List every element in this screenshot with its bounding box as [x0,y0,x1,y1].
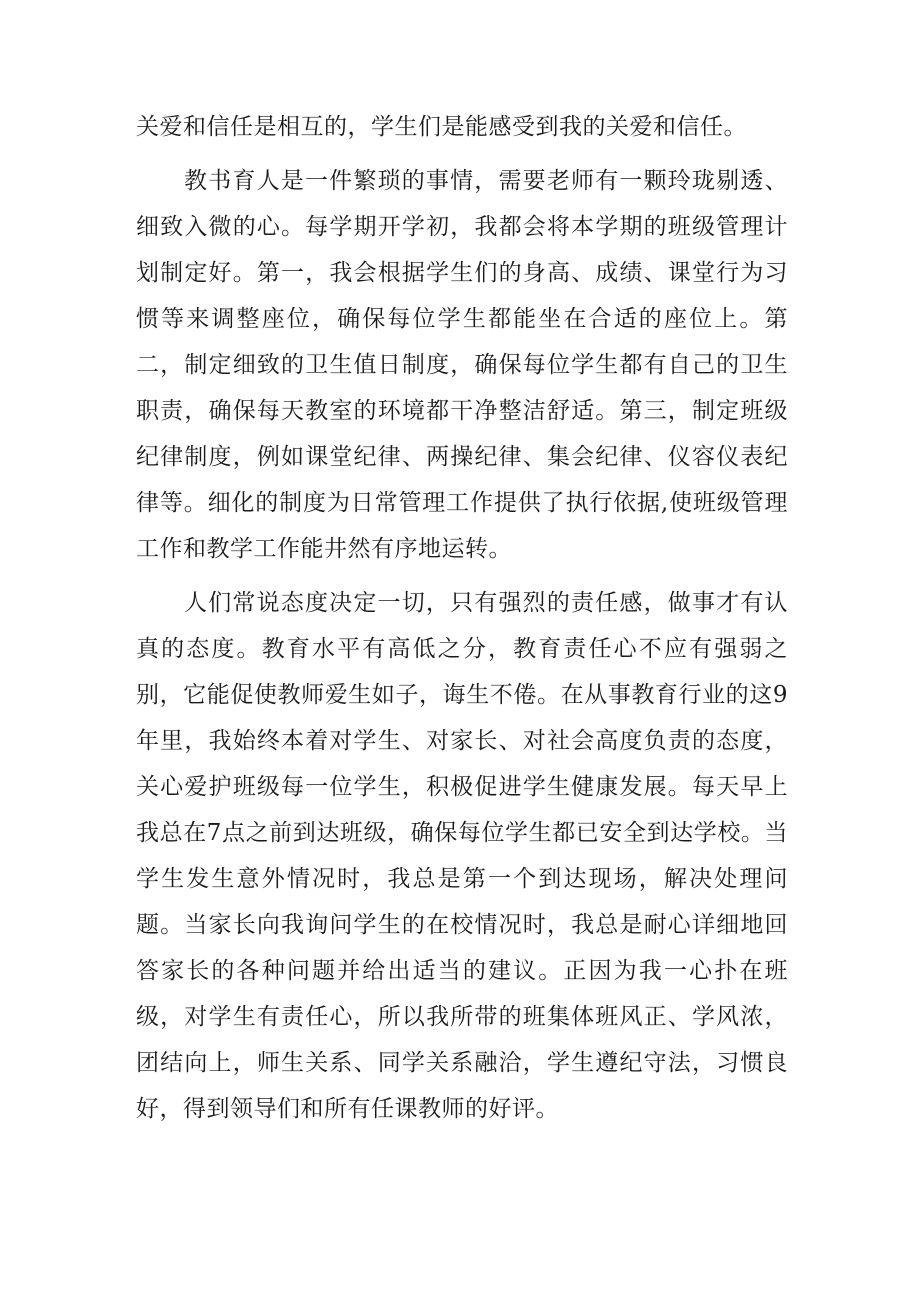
paragraph-1: 关爱和信任是相互的，学生们是能感受到我的关爱和信任。 [136,114,747,140]
paragraph-3: 人们常说态度决定一切，只有强烈的责任感，做事才有认真的态度。教育水平有高低之分，教育责任心不应有强弱之别，它能促使教师爱生如子，诲生不倦。在从事教育行业的这9年里，我始终本着对学生、对家长、对社会高度负责的态度，关心爱护班级每一位学生，积极促进学生健康发展。每天早上我总在7点之前到达班级，确保每位学生都已安全到达学校。当学生发生意外情况时，我总是第一个到达现场，解决处理问题。当家长向我询问学生的在校情况时，我总是耐心详细地回答家长的各种问题并给出适当的建议。正因为我一心扑在班级，对学生有责任心，所以我所带的班集体班风正、学风浓，团结向上，师生关系、同学关系融洽，学生遵纪守法，习惯良好，得到领导们和所有任课教师的好评。 [136,590,788,1122]
paragraph-2: 教书育人是一件繁琐的事情，需要老师有一颗玲珑剔透、细致入微的心。每学期开学初，我都会将本学期的班级管理计划制定好。第一，我会根据学生们的身高、成绩、课堂行为习惯等来调整座位，确保每位学生都能坐在合适的座位上。第二，制定细致的卫生值日制度，确保每位学生都有自己的卫生职责，确保每天教室的环境都干净整洁舒适。第三，制定班级纪律制度，例如课堂纪律、两操纪律、集会纪律、仪容仪表纪律等。细化的制度为日常管理工作提供了执行依据,使班级管理工作和教学工作能井然有序地运转。 [136,168,788,562]
document-body [136,104,788,1132]
paragraph-spacer [136,150,788,158]
paragraph-spacer [136,572,788,580]
